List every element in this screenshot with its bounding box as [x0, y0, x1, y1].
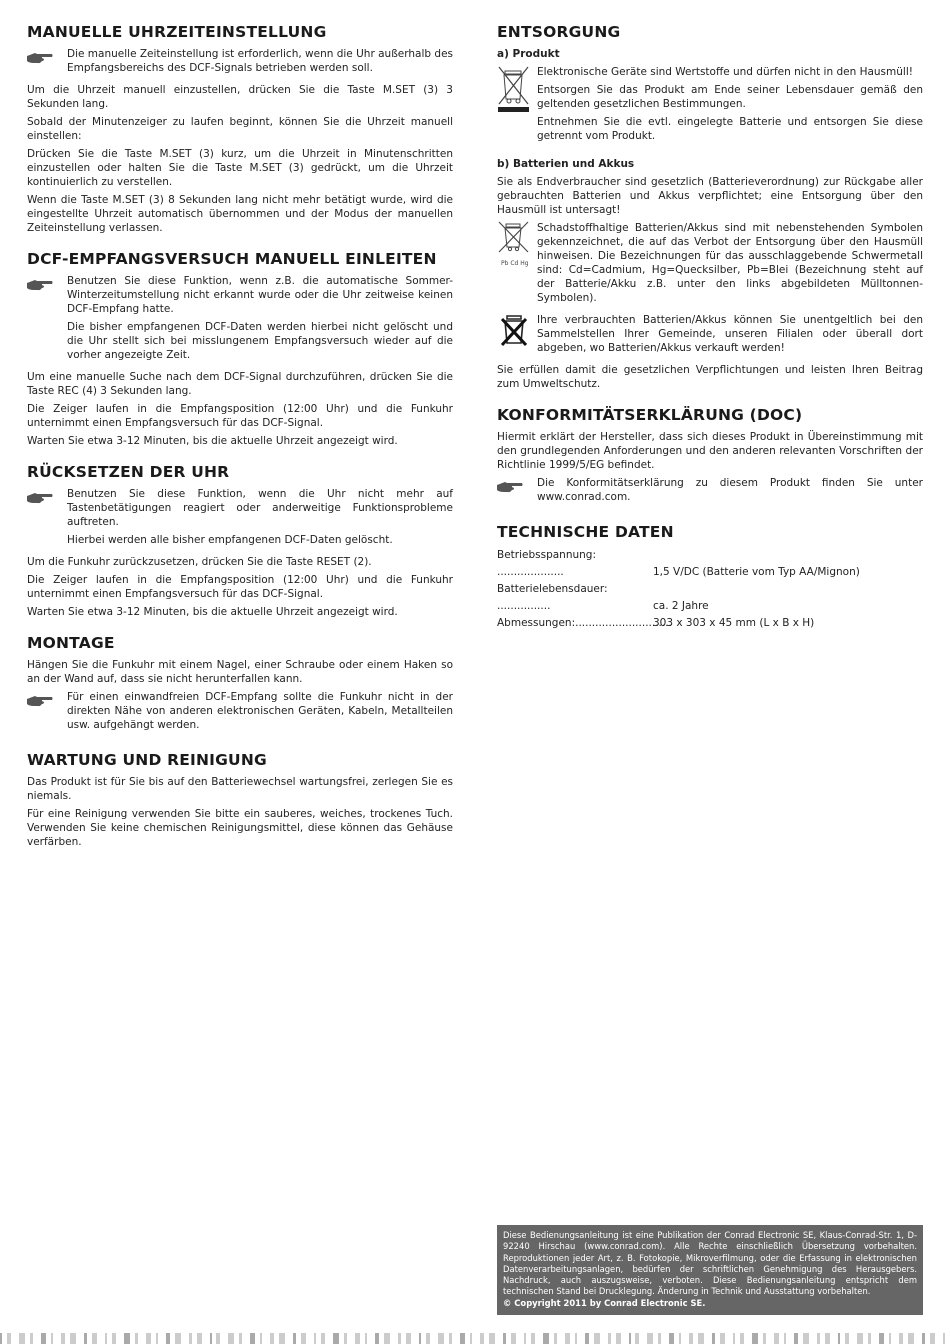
section-title: WARTUNG UND REINIGUNG: [27, 751, 267, 769]
note: [27, 47, 453, 79]
paragraph: Die Zeiger laufen in die Empfangsposition (12:00 Uhr) und die Funkuhr unternimmt einen Empfangsversuch für das DCF-Signal.: [27, 574, 453, 600]
section-manual-time: [27, 22, 453, 235]
paragraph: Das Produkt ist für Sie bis auf den Batteriewechsel wartungsfrei, zerlegen Sie es niemals.: [27, 776, 453, 802]
note-text: Die Konformitätserklärung zu diesem Produkt finden Sie unter www.conrad.com.: [537, 477, 923, 503]
barcode-gap: [935, 1333, 943, 1344]
note-text: Für einen einwandfreien DCF-Empfang sollte die Funkuhr nicht in der direkten Nähe von anderen elektronischen Geräten, Kabeln, Metallteilen usw. aufgehängt werden.: [67, 691, 453, 731]
battery-bin-icon: [497, 221, 537, 309]
pointing-hand-icon: [497, 476, 537, 508]
paragraph: Wenn die Taste M.SET (3) 8 Sekunden lang nicht mehr betätigt wurde, wird die eingestellte Uhrzeit automatisch übernommen und der Modus der manuellen Zeiteinstellung verlassen.: [27, 194, 453, 234]
pointing-hand-icon: [27, 690, 67, 736]
subsection-title: a) Produkt: [497, 48, 560, 60]
paragraph: Um die Uhrzeit manuell einzustellen, drücken Sie die Taste M.SET (3) 3 Sekunden lang.: [27, 84, 453, 110]
barcode-gap: [325, 1333, 333, 1344]
note-text: Die manuelle Zeiteinstellung ist erforderlich, wenn die Uhr außerhalb des Empfangsbereichs des DCF-Signals betrieben werden soll.: [67, 48, 453, 74]
spec-value: ca. 2 Jahre: [653, 600, 709, 612]
barcode-gap: [202, 1333, 210, 1344]
section-disposal: [497, 22, 923, 391]
copyright-line: © Copyright 2011 by Conrad Electronic SE.: [503, 1297, 706, 1308]
barcode-gap: [285, 1333, 293, 1344]
barcode-gap: [242, 1333, 250, 1344]
crossed-bin-bold-icon: [497, 313, 537, 359]
barcode-gap: [430, 1333, 438, 1344]
paragraph: Entsorgen Sie das Produkt am Ende seiner Lebensdauer gemäß den geltenden gesetzlichen Bestimmungen.: [537, 84, 923, 110]
paragraph: Für eine Reinigung verwenden Sie bitte ein sauberes, weiches, trockenes Tuch. Verwenden Sie keine chemischen Reinigungsmittel, diese können das Gehäuse verfärben.: [27, 808, 453, 848]
barcode-gap: [33, 1333, 41, 1344]
note-text: Hierbei werden alle bisher empfangenen DCF-Daten gelöscht.: [67, 534, 393, 546]
barcode-gap: [891, 1333, 899, 1344]
paragraph: Hiermit erklärt der Hersteller, dass sich dieses Produkt in Übereinstimmung mit den grundlegenden Anforderungen und den anderen relevanten Vorschriften der Richtlinie 1999/5/EG befindet.: [497, 431, 923, 471]
barcode-gap: [704, 1333, 712, 1344]
section-mounting: [27, 633, 453, 736]
paragraph: Ihre verbrauchten Batterien/Akkus können Sie unentgeltlich bei den Sammelstellen Ihrer Gemeinde, unseren Filialen oder überall dort abgeben, wo Batterien/Akkus verkauft werden!: [537, 314, 923, 354]
spec-label: Abmessungen:.............................: [497, 617, 672, 629]
barcode-gap: [367, 1333, 375, 1344]
paragraph: Die Zeiger laufen in die Empfangsposition (12:00 Uhr) und die Funkuhr unternimmt einen Empfangsversuch für das DCF-Signal.: [27, 403, 453, 429]
section-technical-data: [497, 522, 923, 632]
barcode-gap: [766, 1333, 774, 1344]
paragraph: Warten Sie etwa 3-12 Minuten, bis die aktuelle Uhrzeit angezeigt wird.: [27, 606, 398, 618]
barcode-gap: [220, 1333, 228, 1344]
pointing-hand-icon: [27, 274, 67, 366]
barcode-strip: [0, 1333, 950, 1344]
note: [497, 476, 923, 508]
paragraph: Schadstoffhaltige Batterien/Akkus sind mit nebenstehenden Symbolen gekennzeichnet, die auf das Verbot der Entsorgung über den Hausmüll hinweisen. Die Bezeichnungen für das ausschlaggebende Schwermetall sind: Cd=Cadmium, Hg=Quecksilber, Pb=Blei (Bezeichnung steht auf der Batterie/Akku z.B. unter den links abgebildeten Mülltonnen-Symbolen).: [537, 222, 923, 304]
note: [27, 690, 453, 736]
paragraph: Um die Funkuhr zurückzusetzen, drücken Sie die Taste RESET (2).: [27, 556, 372, 568]
barcode-gap: [871, 1333, 879, 1344]
section-maintenance: [27, 750, 453, 849]
barcode-gap: [53, 1333, 61, 1344]
barcode-gap: [945, 1333, 950, 1344]
barcode-gap: [347, 1333, 355, 1344]
barcode-gap: [621, 1333, 629, 1344]
barcode-gap: [306, 1333, 314, 1344]
barcode-gap: [411, 1333, 419, 1344]
paragraph: Warten Sie etwa 3-12 Minuten, bis die aktuelle Uhrzeit angezeigt wird.: [27, 435, 398, 447]
imprint-text: Diese Bedienungsanleitung ist eine Publikation der Conrad Electronic SE, Klaus-Conrad-Str. 1, D-92240 Hirschau (www.conrad.com). Alle Rechte einschließlich Übersetzung vorbehalten. Reproduktionen jeder Art, z. B. Fotokopie, Mikroverfilmung, oder die Erfassung in elektronischen Datenverarbeitungsanlagen, bedürfen der schriftlichen Genehmigung des Herausgebers. Nachdruck, auch auszugsweise, verboten. Diese Bedienungsanleitung entspricht dem technischen Stand bei Drucklegung. Änderung in Technik und Ausstattung vorbehalten.: [503, 1230, 917, 1297]
barcode-gap: [97, 1333, 105, 1344]
spec-row: [497, 615, 923, 632]
spec-value: 1,5 V/DC (Batterie vom Typ AA/Mignon): [653, 566, 860, 578]
barcode-gap: [914, 1333, 922, 1344]
pointing-hand-icon: [27, 47, 67, 79]
barcode-gap: [809, 1333, 817, 1344]
battery-return-row: [497, 313, 923, 359]
barcode-gap: [577, 1333, 585, 1344]
right-column: [497, 22, 923, 646]
note-text: Benutzen Sie diese Funktion, wenn die Uhr nicht mehr auf Tastenbetätigungen reagiert oder anderweitige Funktionsprobleme auftreten.: [67, 488, 453, 528]
barcode-gap: [472, 1333, 480, 1344]
barcode-gap: [158, 1333, 166, 1344]
section-title: DCF-EMPFANGSVERSUCH MANUELL EINLEITEN: [27, 250, 437, 268]
pointing-hand-icon: [27, 487, 67, 551]
imprint-box: [497, 1225, 923, 1315]
barcode-gap: [600, 1333, 608, 1344]
barcode-gap: [830, 1333, 838, 1344]
bin-symbol-label: Pb Cd Hg: [501, 260, 529, 267]
subsection-title: b) Batterien und Akkus: [497, 158, 635, 170]
barcode-gap: [535, 1333, 543, 1344]
section-reset: [27, 462, 453, 619]
barcode-gap: [262, 1333, 270, 1344]
section-dcf-reception: [27, 249, 453, 448]
barcode-gap: [181, 1333, 189, 1344]
barcode-gap: [516, 1333, 524, 1344]
barcode-gap: [639, 1333, 647, 1344]
paragraph: Elektronische Geräte sind Wertstoffe und dürfen nicht in den Hausmüll!: [537, 66, 913, 78]
barcode-gap: [725, 1333, 733, 1344]
section-title: MONTAGE: [27, 634, 115, 652]
paragraph: Drücken Sie die Taste M.SET (3) kurz, um die Uhrzeit in Minutenschritten einzustellen oder halten Sie die Taste M.SET (3) gedrückt, um die Uhrzeit kontinuierlich zu verstellen.: [27, 148, 453, 188]
section-title: RÜCKSETZEN DER UHR: [27, 463, 230, 481]
section-title: MANUELLE UHRZEITEINSTELLUNG: [27, 23, 327, 41]
barcode-gap: [11, 1333, 19, 1344]
section-title: ENTSORGUNG: [497, 23, 621, 41]
barcode-gap: [452, 1333, 460, 1344]
barcode-gap: [681, 1333, 689, 1344]
paragraph: Um eine manuelle Suche nach dem DCF-Signal durchzuführen, drücken Sie die Taste REC (4) 3 Sekunden lang.: [27, 371, 453, 397]
paragraph: Sobald der Minutenzeiger zu laufen beginnt, können Sie die Uhrzeit manuell einstellen:: [27, 116, 453, 142]
spec-label: Betriebsspannung: ....................: [497, 549, 597, 578]
barcode-gap: [661, 1333, 669, 1344]
battery-symbol-row: [497, 221, 923, 309]
crossed-bin-icon: [497, 65, 537, 147]
barcode-gap: [76, 1333, 84, 1344]
barcode-gap: [786, 1333, 794, 1344]
disposal-product-row: [497, 65, 923, 147]
note: [27, 274, 453, 366]
paragraph: Entnehmen Sie die evtl. eingelegte Batterie und entsorgen Sie diese getrennt vom Produkt.: [537, 116, 923, 142]
left-column: [27, 22, 453, 863]
paragraph: Sie als Endverbraucher sind gesetzlich (Batterieverordnung) zur Rückgabe aller gebrauchten Batterien und Akkus verpflichtet; eine Entsorgung über den Hausmüll ist untersagt!: [497, 176, 923, 216]
section-title: KONFORMITÄTSERKLÄRUNG (DOC): [497, 406, 803, 424]
barcode-gap: [495, 1333, 503, 1344]
barcode-gap: [138, 1333, 146, 1344]
spec-row: [497, 581, 923, 615]
barcode-gap: [116, 1333, 124, 1344]
barcode-gap: [390, 1333, 398, 1344]
barcode-gap: [557, 1333, 565, 1344]
section-conformity: [497, 405, 923, 508]
note-text: Die bisher empfangenen DCF-Daten werden hierbei nicht gelöscht und die Uhr stellt sich bei misslungenem Empfangsversuch wieder auf die vorher angezeigte Zeit.: [67, 321, 453, 361]
paragraph: Hängen Sie die Funkuhr mit einem Nagel, einer Schraube oder einem Haken so an der Wand auf, dass sie nicht herunterfallen kann.: [27, 659, 453, 685]
spec-value: 303 x 303 x 45 mm (L x B x H): [653, 617, 815, 629]
note: [27, 487, 453, 551]
barcode-gap: [849, 1333, 857, 1344]
spec-label: Batterielebensdauer: ................: [497, 583, 608, 612]
barcode-gap: [744, 1333, 752, 1344]
spec-row: [497, 547, 923, 581]
note-text: Benutzen Sie diese Funktion, wenn z.B. die automatische Sommer-Winterzeitumstellung nicht erkannt wurde oder die Uhr zeitweise keinen DCF-Empfang hatte.: [67, 275, 453, 315]
paragraph: Sie erfüllen damit die gesetzlichen Verpflichtungen und leisten Ihren Beitrag zum Umweltschutz.: [497, 364, 923, 390]
section-title: TECHNISCHE DATEN: [497, 523, 674, 541]
